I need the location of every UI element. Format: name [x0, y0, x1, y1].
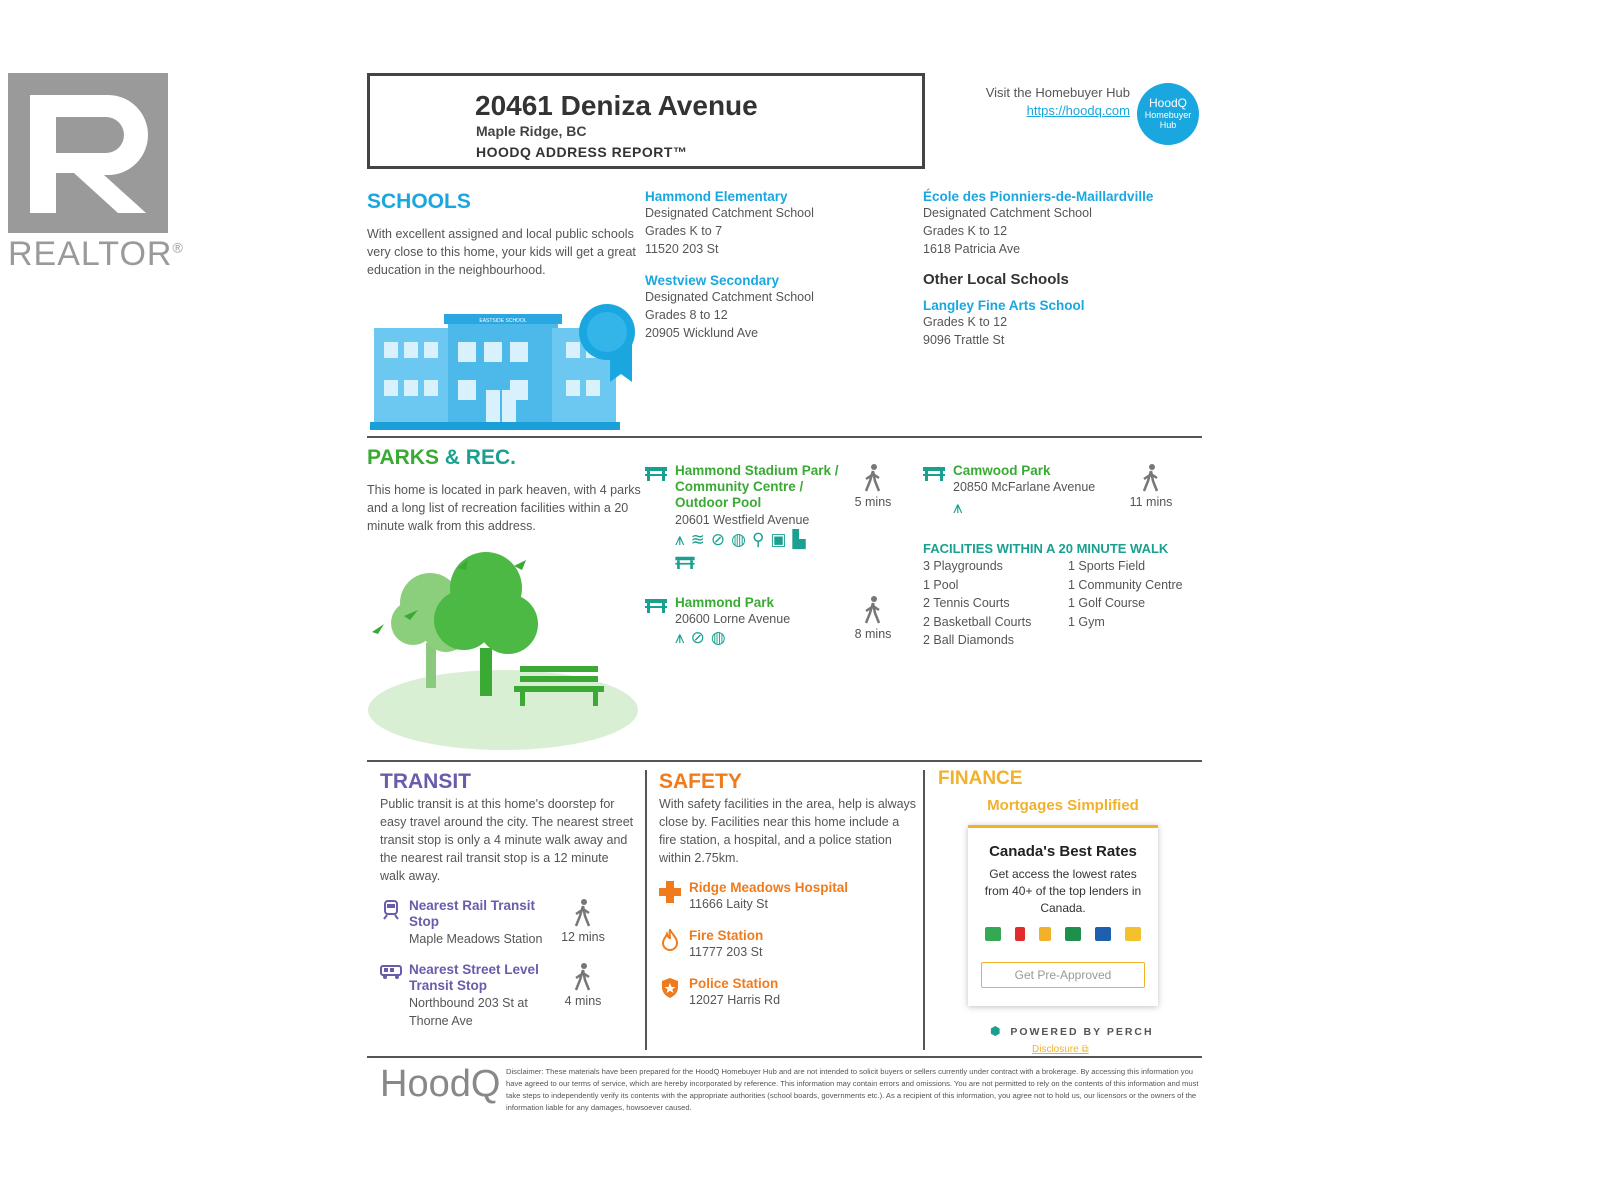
park-address: 20601 Westfield Avenue [675, 513, 810, 527]
school-type: Designated Catchment School [645, 290, 814, 304]
realtor-logo [8, 73, 184, 273]
school-name[interactable]: Westview Secondary [645, 273, 780, 288]
parks-heading-a: PARKS [367, 446, 439, 469]
lender-logos [968, 927, 1158, 946]
bmo-icon [1039, 927, 1051, 941]
facility-item: 2 Ball Diamonds [923, 633, 1015, 647]
park-entry [953, 463, 1128, 496]
safety-name: Police Station [689, 976, 779, 991]
walk-time [850, 463, 896, 509]
park-address: 20600 Lorne Avenue [675, 612, 791, 626]
walk-time [558, 898, 608, 944]
bus-icon [380, 965, 402, 979]
facilities-col-left [923, 557, 1068, 650]
parks-heading [367, 446, 516, 470]
school-entry [923, 298, 1085, 349]
finance-heading: FINANCE [938, 768, 1023, 789]
walking-person-icon [574, 962, 592, 992]
park-address: 20850 McFarlane Avenue [953, 480, 1096, 494]
park-entry [675, 595, 850, 628]
rbc-icon [1065, 927, 1081, 941]
td-bank-icon [985, 927, 1001, 941]
school-sign: EASTSIDE SCHOOL [479, 318, 527, 324]
school-address: 11520 203 St [645, 242, 719, 256]
park-name[interactable]: Camwood Park [953, 463, 1051, 478]
realtor-wordmark: REALTOR [8, 235, 173, 273]
safety-address: 11666 Laity St [689, 897, 768, 911]
basketball-icon: ◍ [731, 530, 752, 549]
transit-label: Nearest Street Level Transit Stop [409, 962, 539, 993]
school-name[interactable]: Langley Fine Arts School [923, 298, 1085, 313]
school-address: 9096 Trattle St [923, 333, 1005, 347]
transit-stop-name: Northbound 203 St at Thorne Ave [409, 996, 528, 1028]
walk-time [1125, 463, 1177, 509]
footer-divider [367, 1056, 1202, 1058]
park-bench-icon [923, 465, 945, 481]
disclosure-link[interactable] [1032, 1044, 1089, 1055]
school-type: Designated Catchment School [923, 206, 1092, 220]
pool-icon: ≋ [690, 530, 711, 549]
realtor-registered-mark: ® [172, 239, 184, 256]
facility-item: 3 Playgrounds [923, 559, 1003, 573]
sports-field-icon: ▣ [770, 530, 793, 549]
safety-description: With safety facilities in the area, help is always close by. Facilities near this home include a fire station, a hospital, and a police station within 2.75km. [659, 797, 917, 865]
park-facility-icons [675, 530, 812, 550]
walk-time [558, 962, 608, 1008]
fire-icon [662, 929, 678, 951]
train-icon [383, 900, 399, 920]
transit-label: Nearest Rail Transit Stop [409, 898, 536, 929]
scotiabank-icon [1015, 927, 1025, 941]
park-bench-icon [675, 555, 695, 569]
transit-stop-name: Maple Meadows Station [409, 932, 543, 946]
realtor-r-icon [8, 73, 168, 233]
schools-heading: SCHOOLS [367, 190, 471, 213]
tennis-icon: ⊘ [710, 530, 732, 549]
facility-item: 1 Gym [1068, 614, 1105, 629]
safety-address: 12027 Harris Rd [689, 993, 781, 1007]
transit-entry [409, 962, 559, 1030]
walk-minutes: 8 mins [854, 627, 892, 641]
facility-item: 2 Basketball Courts [923, 614, 1032, 629]
safety-address: 11777 203 St [689, 945, 763, 959]
parks-heading-b: & REC. [438, 446, 516, 469]
eq-bank-icon [1125, 927, 1141, 941]
parks-description: This home is located in park heaven, with 4 parks and a long list of recreation facilities within a 20 minute walk from this address. [367, 483, 641, 533]
transit-description: Public transit is at this home's doorstep for easy travel around the city. The nearest street transit stop is only a 4 minute walk away and the nearest rail transit stop is a 12 minute walk away. [380, 797, 634, 883]
park-bench-icon [645, 597, 667, 613]
facilities-col-right [1068, 557, 1213, 650]
school-address: 20905 Wicklund Ave [645, 326, 759, 340]
other-schools-heading: Other Local Schools [923, 271, 1069, 288]
badge-line3: Hub [1159, 120, 1177, 130]
rates-card-title: Canada's Best Rates [989, 843, 1137, 860]
walking-person-icon [1142, 463, 1160, 493]
get-pre-approved-button[interactable]: Get Pre-Approved [981, 962, 1145, 988]
park-facility-icons [675, 628, 732, 648]
walking-person-icon [864, 595, 882, 625]
safety-entry [689, 976, 780, 1009]
school-name[interactable]: École des Pionniers-de-Maillardville [923, 189, 1154, 204]
safety-entry [689, 928, 763, 961]
hub-link[interactable]: https://hoodq.com [1026, 103, 1130, 118]
rates-card-text: Get access the lowest rates from 40+ of the top lenders in Canada. [984, 867, 1142, 915]
hoodq-hub-badge[interactable] [1137, 83, 1199, 145]
walk-minutes: 11 mins [1129, 495, 1173, 509]
address-header-box [367, 73, 925, 169]
police-shield-icon [661, 977, 679, 999]
walking-person-icon [574, 898, 592, 928]
badge-line2: Homebuyer [1144, 110, 1192, 120]
facility-item: 1 Sports Field [1068, 559, 1146, 573]
section-divider [367, 436, 1202, 438]
page-title: 20461 Deniza Avenue [475, 90, 758, 121]
school-grades: Grades K to 7 [645, 224, 723, 238]
walk-time [850, 595, 896, 641]
city-label: Maple Ridge, BC [476, 123, 587, 139]
powered-by [990, 1024, 1154, 1038]
facility-item: 1 Pool [923, 577, 959, 592]
cibc-icon [1095, 927, 1111, 941]
rates-card [968, 825, 1158, 1006]
park-bench-icon [645, 465, 667, 481]
schools-description: With excellent assigned and local public schools very close to this home, your kids will get a great education in the neighbourhood. [367, 227, 636, 277]
walking-person-icon [864, 463, 882, 493]
column-divider [923, 770, 925, 1050]
hub-text: Visit the Homebuyer Hub [985, 85, 1130, 100]
safety-name: Ridge Meadows Hospital [689, 880, 849, 895]
external-link-icon: ⧉ [1078, 1044, 1089, 1055]
playground-icon: ⩚ [675, 628, 691, 647]
facility-item: 1 Golf Course [1068, 596, 1146, 610]
school-grades: Grades 8 to 12 [645, 308, 728, 322]
report-label: HOODQ ADDRESS REPORT™ [476, 144, 688, 160]
finance-subtitle: Mortgages Simplified [987, 797, 1139, 814]
powered-by-text: POWERED BY PERCH [1010, 1026, 1154, 1038]
park-name[interactable]: Hammond Stadium Park / Community Centre / Outdoor Pool [675, 463, 839, 510]
playground-icon: ⩚ [953, 498, 963, 517]
transit-entry [409, 898, 559, 948]
safety-entry [689, 880, 848, 913]
facility-item: 1 Community Centre [1068, 577, 1183, 592]
walk-minutes: 12 mins [561, 930, 605, 944]
park-name[interactable]: Hammond Park [675, 595, 775, 610]
section-divider [367, 760, 1202, 762]
column-divider [645, 770, 647, 1050]
facilities-heading: FACILITIES WITHIN A 20 MINUTE WALK [923, 541, 1169, 556]
school-name[interactable]: Hammond Elementary [645, 189, 788, 204]
safety-name: Fire Station [689, 928, 764, 943]
playground-icon: ⩚ [675, 530, 691, 549]
badge-line1: HoodQ [1148, 96, 1188, 110]
school-grades: Grades K to 12 [923, 315, 1008, 329]
park-trees-icon [368, 548, 643, 753]
hospital-cross-icon [659, 881, 681, 903]
perch-pin-icon: ⬢ [990, 1024, 1001, 1038]
school-building-icon [370, 302, 635, 432]
basketball-icon: ◍ [710, 628, 732, 647]
disclosure-link-text: Disclosure [1032, 1044, 1079, 1055]
transit-heading: TRANSIT [380, 770, 471, 793]
school-address: 1618 Patricia Ave [923, 242, 1021, 256]
community-centre-icon: ▙ [792, 530, 812, 549]
walk-minutes: 5 mins [854, 495, 892, 509]
school-entry [645, 273, 814, 342]
school-type: Designated Catchment School [645, 206, 814, 220]
facilities-list [923, 557, 1213, 650]
disclaimer-text: Disclaimer: These materials have been prepared for the HoodQ Homebuyer Hub and are not intended to solicit buyers or sellers currently under contract with a brokerage. By accessing this information you have agreed to our terms of service, which are hereby incorporated by reference. This information may contain errors and omissions. You are not permitted to rely on the contents of this information and must take steps to independently verify its contents with the appropriate authorities (school boards, governments etc.). As a recipient of this information, you agree not to hold us, our licensors or the owners of the information liable for any damages, howsoever caused. [506, 1067, 1199, 1112]
park-entry [675, 463, 850, 529]
tennis-icon: ⊘ [690, 628, 711, 647]
golf-icon: ⚲ [751, 530, 771, 549]
walk-minutes: 4 mins [564, 994, 602, 1008]
facility-item: 2 Tennis Courts [923, 596, 1010, 610]
school-entry [923, 189, 1153, 258]
hoodq-footer-logo: HoodQ [380, 1063, 501, 1105]
school-grades: Grades K to 12 [923, 224, 1008, 238]
safety-heading: SAFETY [659, 770, 742, 793]
school-entry [645, 189, 814, 258]
